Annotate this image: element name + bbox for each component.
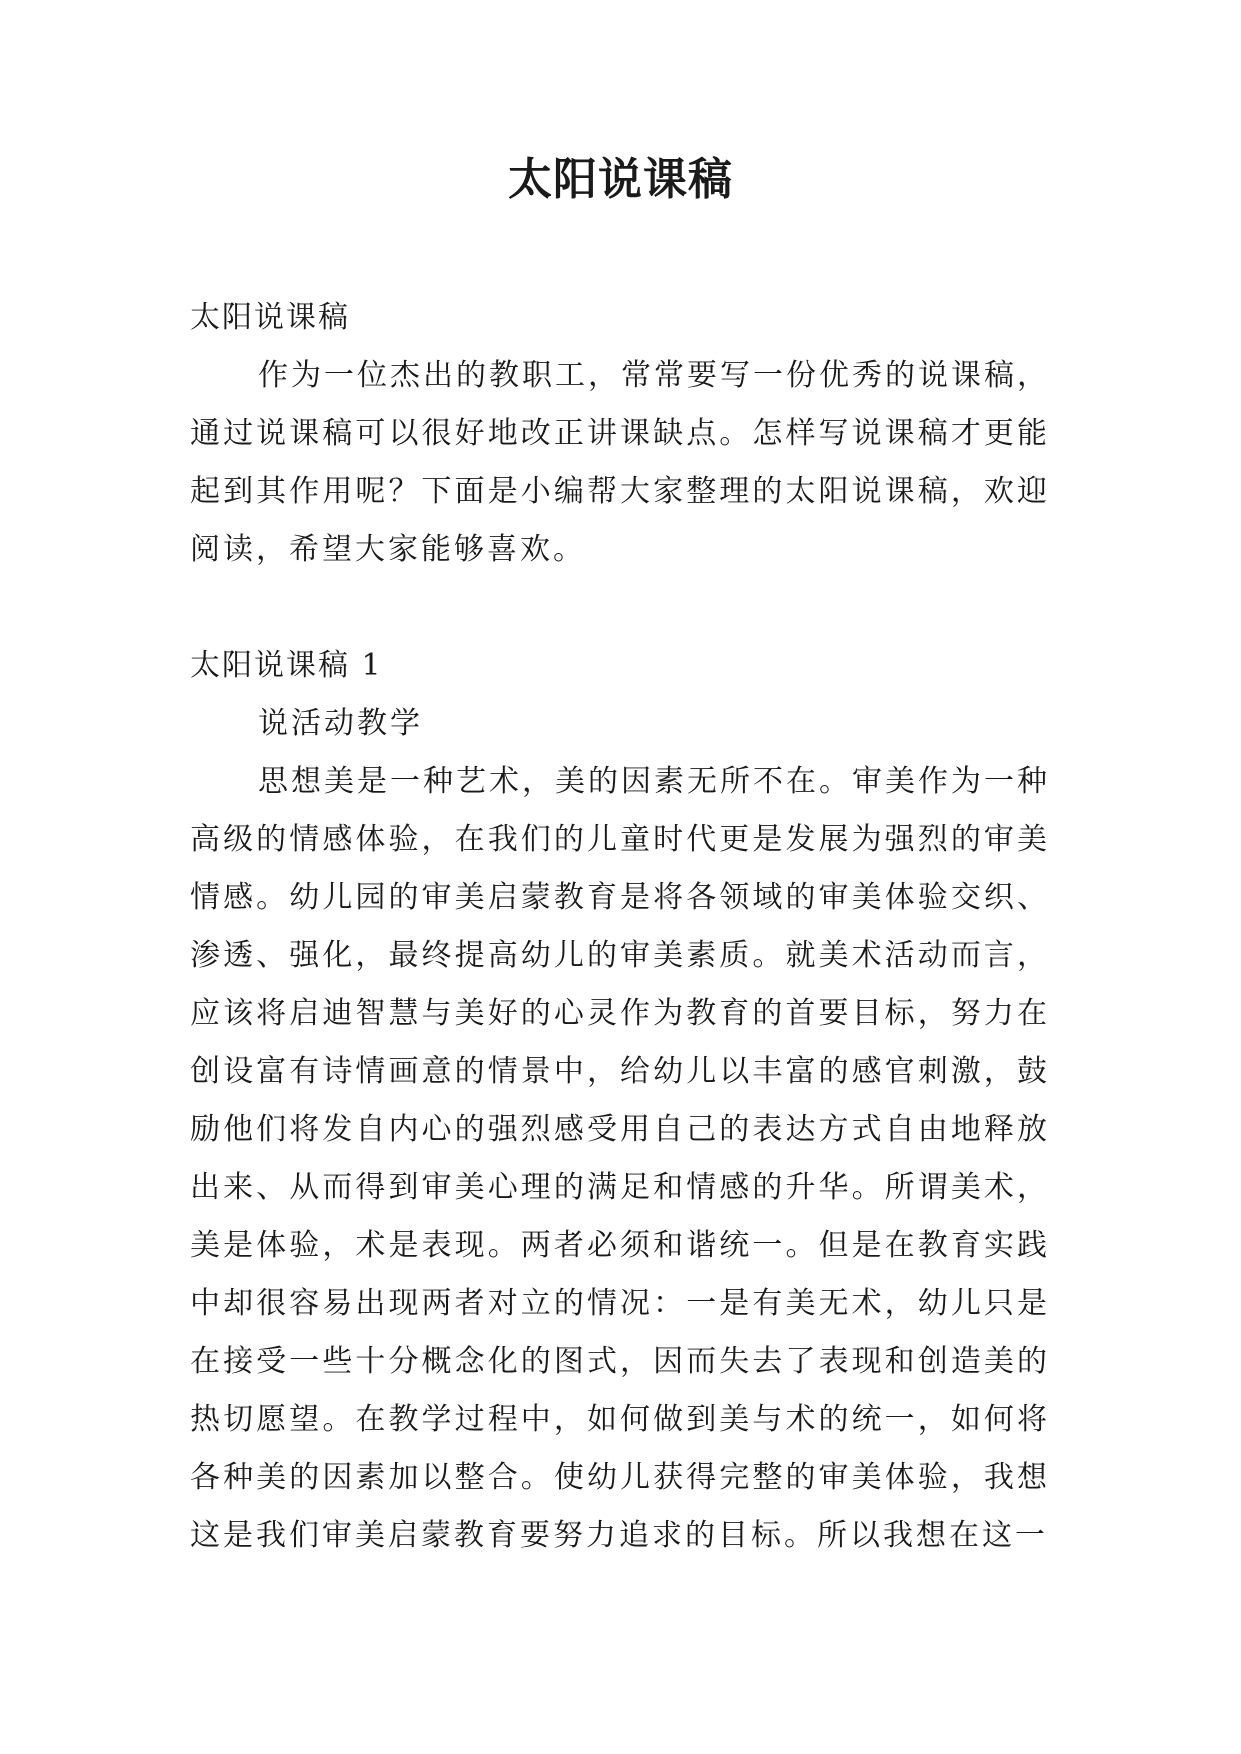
section-subheading: 说活动教学 — [258, 706, 423, 741]
body-paragraph: 思想美是一种艺术，美的因素无所不在。审美作为一种高级的情感体验，在我们的儿童时代更是发展为强烈的审美情感。幼儿园的审美启蒙教育是将各领域的审美体验交织、渗透、强化，最终提高幼儿的审美素质。就美术活动而言，应该将启迪智慧与美好的心灵作为教育的首要目标，努力在创设富有诗情画意的情景中，给幼儿以丰富的感官刺激，鼓励他们将发自内心的强烈感受用自己的表达方式自由地释放出来、从而得到审美心理的满足和情感的升华。所谓美术，美是体验，术是表现。两者必须和谐统一。但是在教育实践中却很容易出现两者对立的情况：一是有美无术，幼儿只是在接受一些十分概念化的图式，因而失去了表现和创造美的热切愿望。在教学过程中，如何做到美与术的统一，如何将各种美的因素加以整合。使幼儿获得完整的审美体验，我想这是我们审美启蒙教育要努力追求的目标。所以我想在这一 — [190, 764, 1050, 1553]
section-heading: 太阳说课稿 1 — [190, 648, 383, 683]
document-body — [190, 289, 1050, 1565]
document-title: 太阳说课稿 — [508, 154, 733, 205]
paragraph-spacer — [190, 579, 1050, 637]
intro-paragraph: 作为一位杰出的教职工，常常要写一份优秀的说课稿，通过说课稿可以很好地改正讲课缺点。怎样写说课稿才更能起到其作用呢？下面是小编帮大家整理的太阳说课稿，欢迎阅读，希望大家能够喜欢。 — [190, 358, 1050, 567]
intro-heading: 太阳说课稿 — [190, 300, 350, 335]
